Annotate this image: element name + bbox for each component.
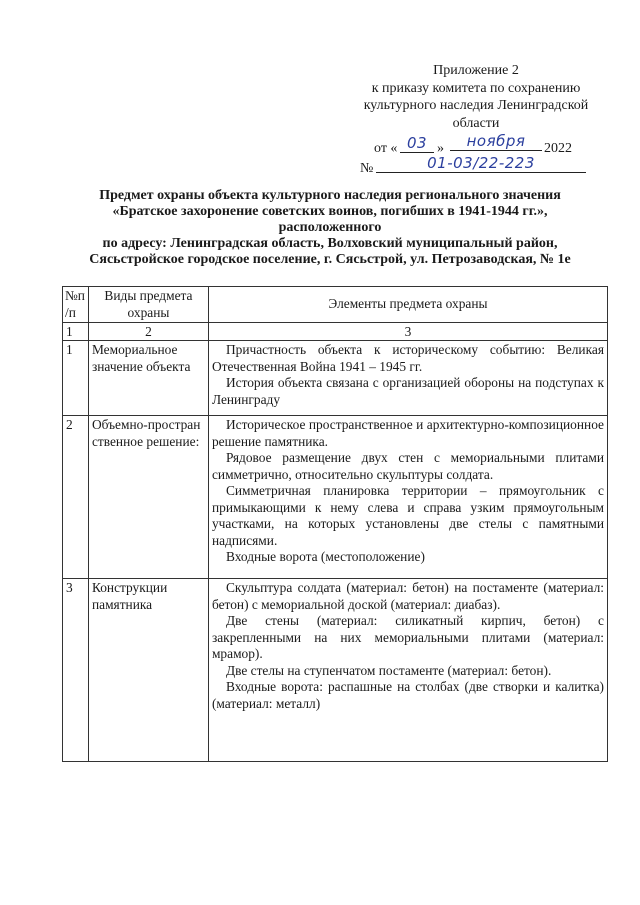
element-paragraph: Входные ворота: распашные на столбах (две створки и калитка) (материал: металл)	[211, 679, 604, 711]
title-line: Сясьстройское городское поселение, г. Сясьстрой, ул. Петрозаводская, № 1е	[89, 252, 571, 267]
date-month: ноября	[450, 132, 542, 151]
appendix-line: к приказу комитета по сохранению	[371, 80, 581, 96]
column-number: 1	[63, 323, 89, 341]
table-row	[63, 341, 608, 416]
date-year: 2022	[544, 141, 572, 156]
document-title	[40, 188, 620, 268]
protection-subject-table	[62, 286, 608, 762]
row-kind: Мемориальное значение объекта	[88, 341, 208, 416]
row-num: 1	[63, 341, 89, 416]
order-dateline	[336, 132, 616, 178]
date-day: 03	[400, 134, 434, 153]
date-prefix: от «	[374, 141, 398, 156]
table-header-row	[63, 287, 608, 323]
title-line: «Братское захоронение советских воинов, погибших в 1941-1944 гг.»,	[112, 204, 548, 219]
appendix-line: культурного наследия Ленинградской	[363, 98, 589, 113]
element-paragraph: Рядовое размещение двух стен с мемориальными плитами симметрично, относительно скульптуры солдата.	[211, 450, 604, 482]
number-prefix: №	[360, 161, 374, 176]
column-number: 3	[208, 323, 607, 341]
title-line: расположенного	[278, 220, 382, 235]
column-number-row	[63, 323, 608, 341]
header-kind: Виды предмета охраны	[88, 287, 208, 323]
order-number-row	[336, 154, 616, 178]
date-mid: »	[437, 141, 444, 156]
element-paragraph: Причастность объекта к историческому событию: Великая Отечественная Война 1941 – 1945 гг.	[211, 342, 604, 374]
element-paragraph: Симметричная планировка территории – прямоугольник с примыкающими к нему слева и справа узким прямоугольным участками, на которых установлены две стелы с памятными надписями.	[211, 483, 604, 548]
row-num: 2	[63, 416, 89, 579]
header-elements: Элементы предмета охраны	[208, 287, 607, 323]
appendix-block	[336, 62, 616, 132]
appendix-line: Приложение 2	[433, 63, 519, 78]
column-number: 2	[88, 323, 208, 341]
element-paragraph: Историческое пространственное и архитектурно-композиционное решение памятника.	[211, 417, 604, 449]
row-elements	[208, 341, 607, 416]
row-kind: Объемно-пространственное решение:	[88, 416, 208, 579]
header-num: №п /п	[63, 287, 89, 323]
row-elements	[208, 579, 607, 762]
table-row	[63, 416, 608, 579]
row-kind: Конструкции памятника	[88, 579, 208, 762]
title-line: Предмет охраны объекта культурного наследия регионального значения	[99, 188, 561, 203]
element-paragraph: Входные ворота (местоположение)	[225, 549, 425, 564]
row-elements	[208, 416, 607, 579]
appendix-line: области	[452, 115, 500, 131]
title-line: по адресу: Ленинградская область, Волховский муниципальный район,	[102, 236, 558, 251]
element-paragraph: Две стены (материал: силикатный кирпич, бетон) с закрепленными на них мемориальными плитами (материал: мрамор).	[211, 613, 604, 661]
order-number: 01-03/22-223	[376, 154, 586, 173]
element-paragraph: Две стелы на ступенчатом постаменте (материал: бетон).	[225, 662, 552, 678]
row-num: 3	[63, 579, 89, 762]
table-row	[63, 579, 608, 762]
element-paragraph: История объекта связана с организацией обороны на подступах к Ленинграду	[211, 375, 604, 407]
element-paragraph: Скульптура солдата (материал: бетон) на постаменте (материал: бетон) с мемориальной доской (материал: диабаз).	[211, 580, 604, 612]
